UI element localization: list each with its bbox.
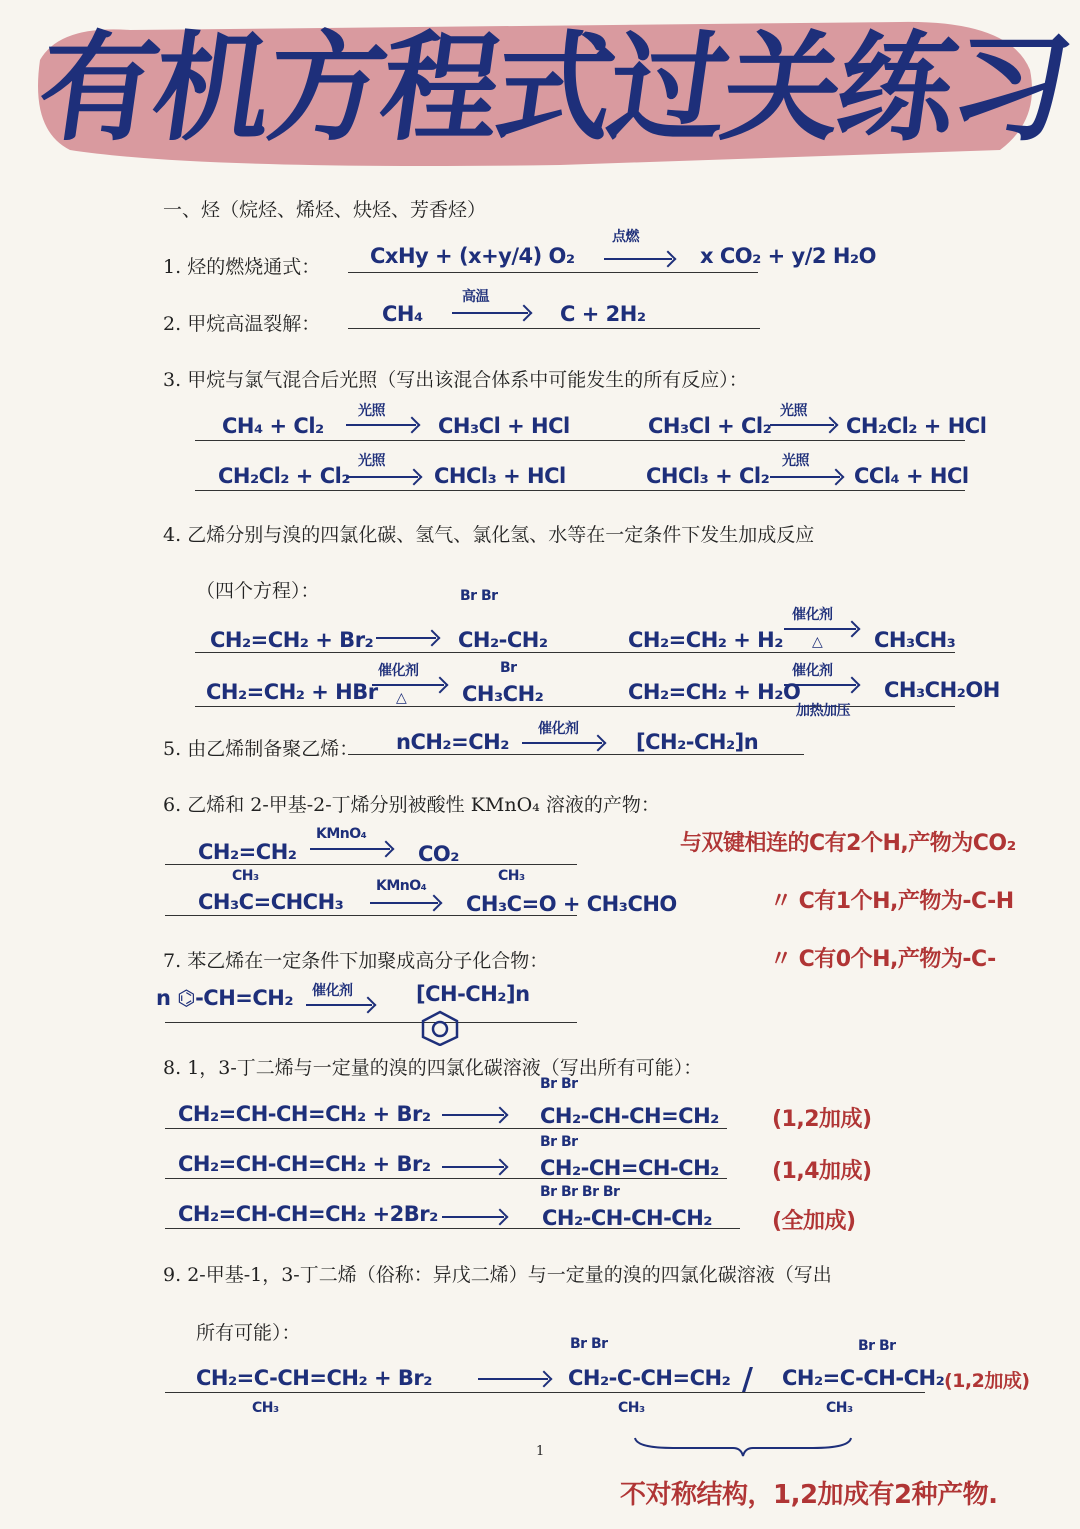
answer-line [195,490,965,491]
q3-r1-products: CH₃Cl + HCl [438,414,570,438]
q6-note-3: 〃 C有0个H,产物为-C- [770,947,996,972]
q9-r1-br-labels: Br Br [570,1336,608,1352]
reaction-arrow [346,476,418,478]
q4-r2-reactants: CH₂=CH₂ + H₂ [628,628,783,652]
q9-methyl-label: CH₃ [618,1400,645,1416]
question-6: 6. 乙烯和 2-甲基-2-丁烯分别被酸性 KMnO₄ 溶液的产物： [163,794,660,816]
question-1: 1. 烃的燃烧通式： [163,256,321,278]
q2-condition: 高温 [462,289,489,305]
q4-r4-condition: 加热加压 [796,703,850,719]
q3-r2-reactants: CH₃Cl + Cl₂ [648,414,772,438]
q5-catalyst: 催化剂 [538,721,579,737]
question-2: 2. 甲烷高温裂解： [163,313,321,335]
q9-note: (1,2加成) [944,1370,1030,1392]
q8-r1-br-labels: Br Br [540,1076,578,1092]
reaction-arrow [452,312,528,314]
answer-line [165,1022,577,1023]
q6-r2-reactants: CH₃C=CHCH₃ [198,890,344,914]
reaction-arrow [522,742,602,744]
q8-r2-products: CH₂-CH=CH-CH₂ [540,1156,719,1180]
q5-products: [CH₂-CH₂]n [636,730,759,754]
curly-brace-icon [633,1436,853,1458]
answer-line [348,272,758,273]
reaction-arrow [784,684,856,686]
answer-line [165,864,577,865]
q3-r1-reactants: CH₄ + Cl₂ [222,414,324,438]
q3-r4-reactants: CHCl₃ + Cl₂ [646,464,770,488]
reaction-arrow [372,684,444,686]
q6-note-1: 与双键相连的C有2个H,产物为CO₂ [680,831,1016,856]
reaction-arrow [770,424,834,426]
q1-condition: 点燃 [612,229,639,245]
q6-note-2: 〃 C有1个H,产物为-C-H [770,889,1014,914]
benzene-ring-icon [420,1010,460,1046]
q4-r2-catalyst: 催化剂 [792,607,833,623]
answer-line [165,1392,925,1393]
reaction-arrow [346,424,416,426]
q6-condition: KMnO₄ [376,878,427,894]
q8-r2-reactants: CH₂=CH-CH=CH₂ + Br₂ [178,1152,431,1176]
q3-r2-products: CH₂Cl₂ + HCl [846,414,987,438]
q9-methyl-label: CH₃ [252,1400,279,1416]
q6-methyl-label: CH₃ [498,868,525,884]
q3-r4-products: CCl₄ + HCl [854,464,969,488]
answer-line [195,652,955,653]
q7-reactants: n ⌬-CH=CH₂ [156,986,294,1010]
q8-r2-br-labels: Br Br [540,1134,578,1150]
reaction-arrow [442,1166,504,1168]
q4-r2-products: CH₃CH₃ [874,628,956,652]
q7-catalyst: 催化剂 [312,983,353,999]
q6-r1-products: CO₂ [418,842,459,866]
q2-products: C + 2H₂ [560,302,646,326]
q9-reactants: CH₂=C-CH=CH₂ + Br₂ [196,1366,432,1390]
answer-line [348,328,760,329]
reaction-arrow [306,1004,372,1006]
q3-condition: 光照 [358,453,385,469]
q9-separator: / [742,1362,753,1397]
q4-r3-reactants: CH₂=CH₂ + HBr [206,680,378,704]
answer-line [348,754,804,755]
q4-r3-products: CH₃CH₂ [462,682,544,706]
question-4-cont: （四个方程）： [196,580,320,602]
q9-r2-br-labels: Br Br [858,1338,896,1354]
q8-r3-reactants: CH₂=CH-CH=CH₂ +2Br₂ [178,1202,438,1226]
q4-r1-products: CH₂-CH₂ [458,628,548,652]
q5-reactants: nCH₂=CH₂ [396,730,509,754]
question-8: 8. 1，3-丁二烯与一定量的溴的四氯化碳溶液（写出所有可能）： [163,1057,703,1079]
q8-r1-reactants: CH₂=CH-CH=CH₂ + Br₂ [178,1102,431,1126]
reaction-arrow [370,902,438,904]
answer-line [165,1128,727,1129]
q8-note-2: (1,4加成) [772,1159,872,1184]
title-banner [0,0,1080,190]
q4-r4-products: CH₃CH₂OH [884,678,1000,702]
q3-r3-products: CHCl₃ + HCl [434,464,566,488]
q6-condition: KMnO₄ [316,826,367,842]
q4-r1-br-labels: Br Br [460,588,498,604]
question-7: 7. 苯乙烯在一定条件下加聚成高分子化合物： [163,950,549,972]
q9-product-2: CH₂=C-CH-CH₂ [782,1366,945,1390]
reaction-arrow [770,476,840,478]
page-title: 有机方程式过关练习 [30,19,1076,157]
answer-line [195,440,965,441]
q4-r4-catalyst: 催化剂 [792,663,833,679]
q4-r3-catalyst: 催化剂 [378,663,419,679]
page-number: 1 [536,1444,545,1459]
q2-reactants: CH₄ [382,302,423,326]
q8-r3-products: CH₂-CH-CH-CH₂ [542,1206,712,1230]
q1-products: x CO₂ + y/2 H₂O [700,244,876,268]
question-9: 9. 2-甲基-1，3-丁二烯（俗称：异戊二烯）与一定量的溴的四氯化碳溶液（写出 [163,1264,832,1286]
q3-condition: 光照 [358,403,385,419]
reaction-arrow [604,258,672,260]
reaction-arrow [442,1114,504,1116]
q4-r2-heat: △ [812,634,823,650]
reaction-arrow [478,1378,548,1380]
reaction-arrow [442,1216,504,1218]
q4-r1-reactants: CH₂=CH₂ + Br₂ [210,628,374,652]
q4-r3-br-label: Br [500,660,517,676]
q8-r1-products: CH₂-CH-CH=CH₂ [540,1104,719,1128]
question-3: 3. 甲烷与氯气混合后光照（写出该混合体系中可能发生的所有反应）： [163,369,748,391]
reaction-arrow [784,628,856,630]
q4-r3-heat: △ [396,690,407,706]
q6-r1-reactants: CH₂=CH₂ [198,840,297,864]
question-4: 4. 乙烯分别与溴的四氯化碳、氢气、氯化氢、水等在一定条件下发生加成反应 [163,524,815,546]
q3-condition: 光照 [780,403,807,419]
question-9-cont: 所有可能）： [196,1322,301,1344]
q4-r4-reactants: CH₂=CH₂ + H₂O [628,680,801,704]
q3-condition: 光照 [782,453,809,469]
q9-methyl-label: CH₃ [826,1400,853,1416]
q8-r3-br-labels: Br Br Br Br [540,1184,620,1200]
reaction-arrow [376,637,436,639]
q8-note-1: (1,2加成) [772,1107,872,1132]
q7-products: [CH-CH₂]n [416,982,530,1006]
q8-note-3: (全加成) [772,1209,856,1234]
q3-r3-reactants: CH₂Cl₂ + Cl₂ [218,464,351,488]
q9-product-1: CH₂-C-CH=CH₂ [568,1366,731,1390]
q9-bottom-note: 不对称结构，1,2加成有2种产物. [620,1480,998,1510]
q1-reactants: CxHy + (x+y/4) O₂ [370,244,575,268]
reaction-arrow [310,848,390,850]
section-heading: 一、烃（烷烃、烯烃、炔烃、芳香烃） [163,199,487,221]
question-5: 5. 由乙烯制备聚乙烯： [163,738,359,760]
q6-methyl-label: CH₃ [232,868,259,884]
q6-r2-products: CH₃C=O + CH₃CHO [466,892,677,916]
